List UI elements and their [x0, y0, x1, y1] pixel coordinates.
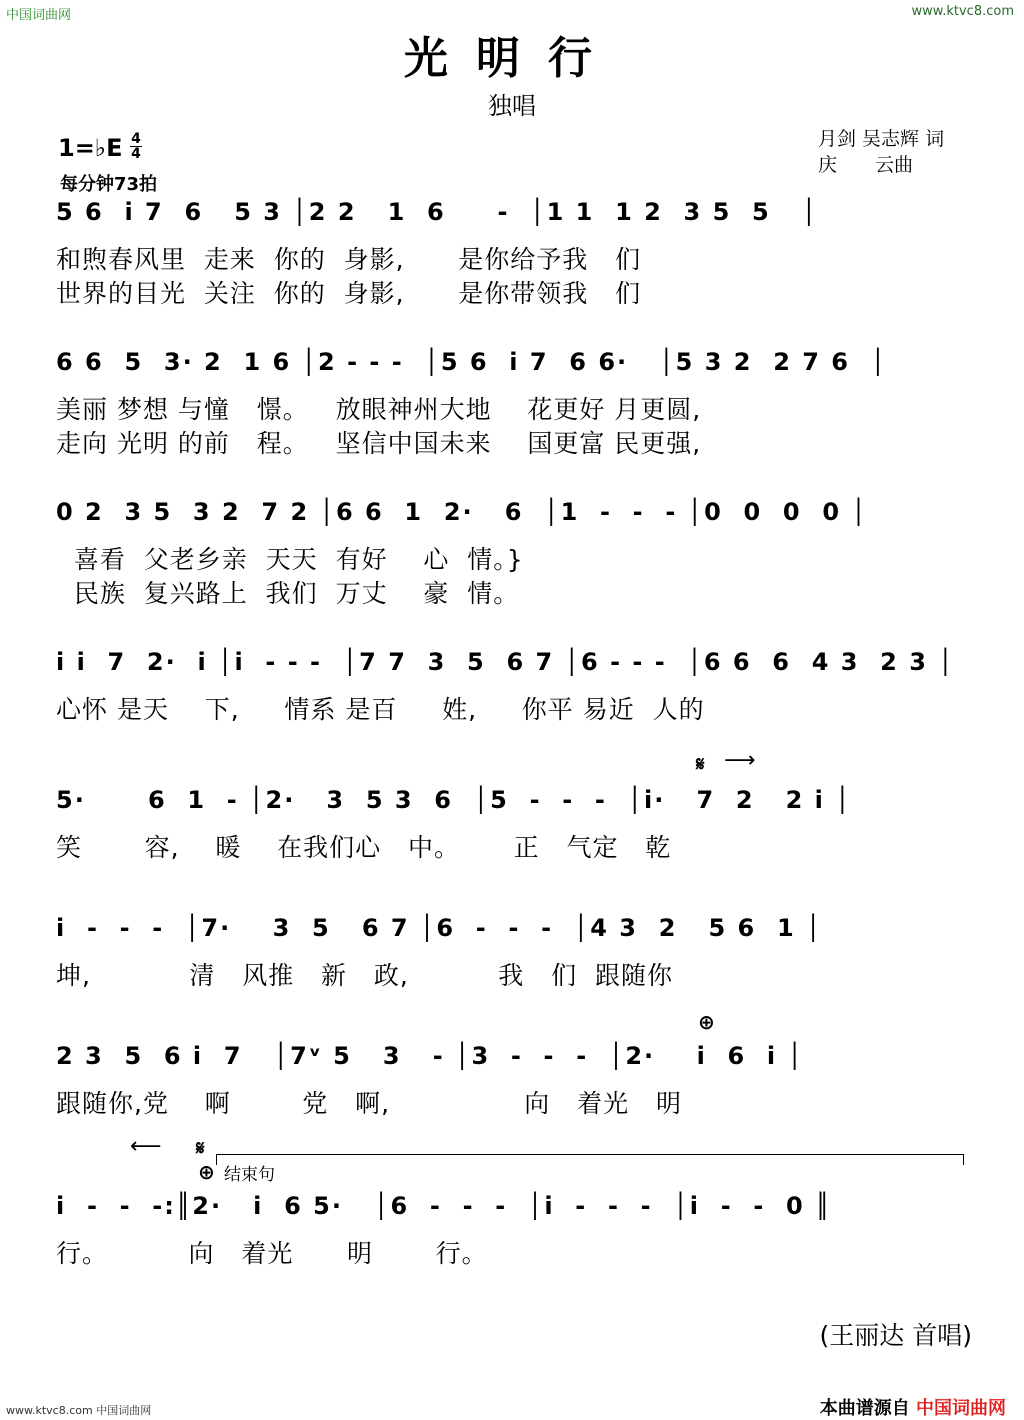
notation-row-4: i i 7 2· i │i - - - │7 7 3 5 6 7 │6 - - - │6 6 6 4 3 2 3 │: [56, 648, 955, 676]
notation-row-5: 5· 6 1 - │2· 3 5 3 6 │5 - - - │i· 7 2 2 i │: [56, 786, 852, 814]
lyricist-credit: 月剑 吴志辉 词: [818, 128, 945, 150]
time-signature: [130, 132, 142, 161]
lyrics-row-8: 行。 向 着光 明 行。: [56, 1239, 488, 1268]
arrow-right-icon: ⟶: [724, 748, 756, 773]
ending-bracket: [216, 1154, 964, 1165]
coda-sign: ⊕: [698, 1010, 715, 1034]
notation-row-2: 6 6 5 3· 2 1 6 │2 - - - │5 6 i 7 6 6· │5 3 2 2 7 6 │: [56, 348, 888, 376]
footer-source: [820, 1394, 1006, 1420]
watermark-left: 中国词曲网: [6, 8, 72, 23]
footer-source-site: 中国词曲网: [916, 1398, 1006, 1419]
footer-source-prefix: 本曲谱源自: [819, 1398, 910, 1419]
arrow-left-icon: ⟵: [130, 1134, 162, 1159]
lyrics-row-2-verse-1: 美丽 梦想 与憧 憬。 放眼神州大地 花更好 月更圆,: [56, 395, 702, 424]
ending-label: 结束句: [224, 1165, 275, 1185]
coda-sign-ending: ⊕: [198, 1160, 215, 1184]
meter-top: 4: [131, 131, 141, 147]
lyrics-row-3-verse-1: 喜看 父老乡亲 天天 有好 心 情。}: [56, 545, 524, 574]
meter-bottom: 4: [131, 146, 141, 162]
lyrics-row-1-verse-2: 世界的目光 关注 你的 身影, 是你带领我 们: [56, 279, 642, 308]
composer-credit: 庆 云曲: [818, 154, 914, 176]
key-signature: 1=♭E: [58, 134, 123, 162]
notation-row-3: 0 2 3 5 3 2 7 2 │6 6 1 2· 6 │1 - - - │0 0 0 0 │: [56, 498, 868, 526]
notation-row-8: i - - -:║2· i 6 5· │6 - - - │i - - - │i - - 0 ║: [56, 1192, 832, 1220]
tempo-marking: 每分钟73拍: [60, 174, 158, 195]
lyrics-row-2-verse-2: 走向 光明 的前 程。 坚信中国未来 国更富 民更强,: [56, 429, 702, 458]
notation-row-6: i - - - │7· 3 5 6 7 │6 - - - │4 3 2 5 6 1 │: [56, 914, 823, 942]
segno-sign: 𝄋: [696, 752, 705, 776]
segno-sign-return: 𝄋: [196, 1136, 205, 1160]
lyrics-row-1-verse-1: 和煦春风里 走来 你的 身影, 是你给予我 们: [56, 245, 642, 274]
singer-credit: (王丽达 首唱): [819, 1321, 972, 1350]
lyrics-row-3-verse-2: 民族 复兴路上 我们 万丈 豪 情。: [56, 579, 520, 608]
footer-watermark: www.ktvc8.com 中国词曲网: [6, 1404, 152, 1417]
notation-row-1: 5 6 i 7 6 5 3 │2 2 1 6 - │1 1 1 2 3 5 5 │: [56, 198, 819, 226]
watermark-right: www.ktvc8.com: [911, 4, 1014, 19]
notation-row-7: 2 3 5 6 i 7 │7ᵛ 5 3 - │3 - - - │2· i 6 i │: [56, 1042, 804, 1070]
lyrics-row-4: 心怀 是天 下, 情系 是百 姓, 你平 易近 人的: [56, 695, 705, 724]
lyrics-row-7: 跟随你,党 啊 党 啊, 向 着光 明: [56, 1089, 682, 1118]
song-title: 光明行: [404, 33, 620, 84]
song-subtitle: 独唱: [488, 92, 536, 120]
lyrics-row-6: 坤, 清 风推 新 政, 我 们 跟随你: [56, 961, 674, 990]
lyrics-row-5: 笑 容, 暖 在我们心 中。 正 气定 乾: [56, 833, 672, 862]
